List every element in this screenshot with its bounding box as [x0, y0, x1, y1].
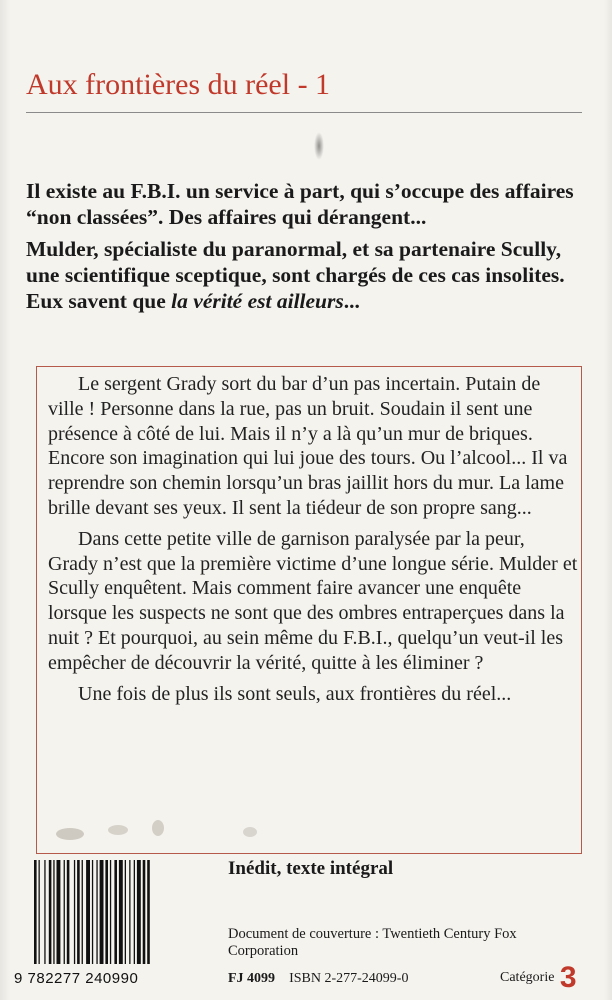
barcode-bar	[125, 860, 126, 964]
barcode-bar	[96, 860, 97, 964]
barcode-bar	[143, 860, 146, 964]
barcode-bar	[67, 860, 70, 964]
barcode-bar	[77, 860, 80, 964]
catalog-refs	[228, 971, 408, 987]
title-divider	[26, 112, 582, 113]
excerpt-paragraph-2: Dans cette petite ville de garnison paralysée par la peur, Grady n’est que la première victime d’une longue série. Mulder et Scully enquêtent. Mais comment faire avancer une enquête lorsque les suspects ne sont que des ombres entraperçues dans la nuit ? Et pourquoi, au sein même du F.B.I., quelqu’un veut-il les empêcher de découvrir la vérité, quitte à les éliminer ?	[48, 527, 578, 674]
tagline-italic: la vérité est ailleurs	[171, 289, 344, 313]
barcode-bar	[39, 860, 40, 964]
intro-blurb	[26, 178, 578, 320]
barcode	[30, 858, 226, 988]
barcode-bar	[137, 860, 141, 964]
intro-paragraph-2-ellipsis: ...	[343, 289, 360, 313]
barcode-bar	[119, 860, 123, 964]
intro-paragraph-1: Il existe au F.B.I. un service à part, qui s’occupe des affaires “non classées”. Des affaires qui dérangent...	[26, 179, 574, 229]
barcode-bar	[57, 860, 61, 964]
barcode-bar	[44, 860, 45, 964]
barcode-bar	[92, 860, 93, 964]
catalog-code: FJ 4099	[228, 971, 276, 986]
barcode-bar	[74, 860, 75, 964]
series-title: Aux frontières du réel - 1	[26, 68, 331, 101]
barcode-bar	[129, 860, 130, 964]
story-excerpt	[48, 372, 578, 712]
intro-paragraph-2	[26, 236, 578, 314]
barcode-bar	[134, 860, 135, 964]
barcode-bar	[114, 860, 117, 964]
barcode-bar	[49, 860, 52, 964]
edition-note: Inédit, texte intégral	[228, 858, 394, 879]
barcode-bar	[53, 860, 54, 964]
barcode-bar	[100, 860, 104, 964]
barcode-bar	[82, 860, 83, 964]
barcode-bar	[34, 860, 37, 964]
wear-stains	[40, 820, 340, 860]
category	[500, 961, 577, 995]
cover-credit: Document de couverture : Twentieth Century Fox Corporation	[228, 926, 517, 959]
intro-paragraph-2-text: Mulder, spécialiste du paranormal, et sa partenaire Scully, une scientifique sceptique, sont chargés de ces cas insolites. Eux savent que	[26, 237, 565, 313]
barcode-bar	[147, 860, 150, 964]
excerpt-paragraph-3: Une fois de plus ils sont seuls, aux frontières du réel...	[78, 682, 512, 705]
category-number: 3	[559, 961, 577, 994]
barcode-bar	[64, 860, 65, 964]
excerpt-paragraph-1: Le sergent Grady sort du bar d’un pas incertain. Putain de ville ! Personne dans la rue, pas un bruit. Soudain il sent une présence à côté de lui. Mais il n’y a là qu’un mur de briques. Encore son imagination qui lui joue des tours. Ou l’alcool... Il va reprendre son chemin lorsqu’un bras jaillit hors du mur. La lame brille devant ses yeux. Il sent la tiédeur de son propre sang...	[48, 373, 568, 519]
barcode-bar	[110, 860, 111, 964]
ink-smudge	[314, 132, 324, 160]
barcode-digits: 9 782277 240990	[14, 970, 139, 987]
isbn: ISBN 2-277-24099-0	[289, 971, 409, 986]
category-label: Catégorie	[500, 970, 555, 985]
barcode-bar	[105, 860, 108, 964]
barcode-bar	[86, 860, 90, 964]
